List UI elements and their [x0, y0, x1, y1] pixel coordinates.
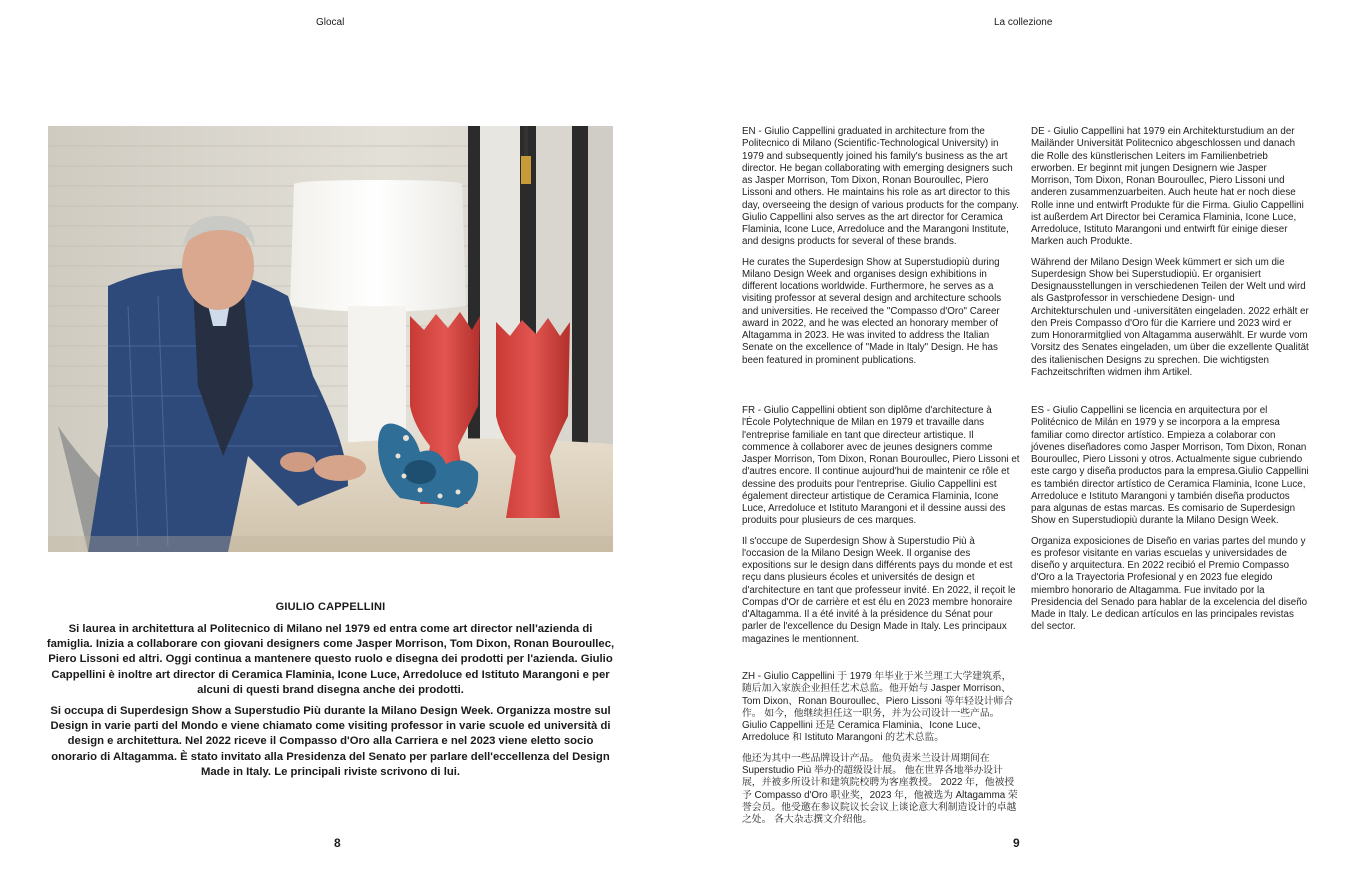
es-paragraph: ES - Giulio Cappellini se licencia en arquitectura por el Politécnico de Milán en 1979 y se incorpora a la empresa familiar como director artístico. Empieza a colaborar con jóvenes diseñadores como Jasper Morrison, Tom Dixon, Ronan Bouroullec, Piero Lissoni y otros. Actualmente sigue cubriendo este cargo y diseña productos para la empresa.Giulio Cappellini es también director artístico de Ceramica Flaminia, Icone Luce, Arredoluce e Istituto Marangoni y también diseña productos para algunas de estas marcas. Es comisario de Superdesign Show en Superstudiopiù durante la Milano Design Week.	[1031, 405, 1309, 527]
en-paragraph: He curates the Superdesign Show at Superstudiopiù during Milano Design Week and organises design exhibitions in different locations worldwide. Furthermore, he serves as a visiting professor at several design and architecture schools and universities. He received the "Compasso d'Oro" Career award in 2022, and he was elected an honorary member of Altagamma in 2023. He was invited to address the Italian Senate on the excellence of "Made in Italy" Design. He has been featured in prominent publications.	[742, 256, 1002, 366]
es-paragraph: Organiza exposiciones de Diseño en varias partes del mundo y es profesor visitante en varias escuelas y universidades de diseño y arquitectura. En 2022 recibió el Premio Compasso d'Oro a la Trayectoria Profesional y en 2023 fue elegido miembro honorario de Altagamma. Fue invitado por la Presidencia del Senado para hablar de la excelencia del diseño Made in Italy. Le dedican artículos en las principales revistas del sector.	[1031, 535, 1308, 633]
text-column-es	[1031, 405, 1309, 642]
right-page	[678, 0, 1356, 872]
bio-paragraph: Si occupa di Superdesign Show a Superstudio Più durante la Milano Design Week. Organizza mostre sul Design in varie parti del Mondo e viene chiamato come visiting professor in varie scuole ed università di design e architettura. Nel 2022 riceve il Compasso d'Oro alla Carriera e nel 2023 viene eletto socio onorario di Altagamma. È stato invitato alla Presidenza del Senato per parlare dell'eccellenza del Design Made in Italy. Le principali riviste scrivono di lui.	[50, 705, 611, 778]
text-column-en	[742, 126, 1020, 375]
zh-paragraph: ZH - Giulio Cappellini 于 1979 年毕业于米兰理工大学建筑系，随后加入家族企业担任艺术总监。他开始与 Jasper Morrison、Tom Dixon、Ronan Bouroullec、Piero Lissoni 等年轻设计师合作。 如今，他继续担任这一职务，并为公司设计一些产品。 Giulio Cappellini 还是 Ceramica Flaminia、Icone Luce、Arredoluce 和 Istituto Marangoni 的艺术总监。	[742, 671, 1014, 744]
zh-paragraph: 他还为其中一些品牌设计产品。 他负责米兰设计周期间在 Superstudio Più 举办的超级设计展。 他在世界各地举办设计展，并被多所设计和建筑院校聘为客座教授。 2022 年，他被授予 Compasso d'Oro 职业奖，2023 年，他被选为 Altagamma 荣誉会员。他受邀在参议院议长会议上谈论意大利制造设计的卓越之处。 各大杂志撰文介绍他。	[742, 752, 1018, 826]
de-paragraph: DE - Giulio Cappellini hat 1979 ein Architekturstudium an der Mailänder Universität Politecnico abgeschlossen und danach die Rolle des künstlerischen Leiters im Familienbetrieb erworben. Er beginnt mit jungen Designern wie Jasper Morrison, Tom Dixon, Ronan Bouroullec, Piero Lissoni und anderen zusammenzuarbeiten. Auch heute hat er noch diese Rolle inne und entwirft Produkte für die Firma. Giulio Cappellini ist außerdem Art Director bei Ceramica Flaminia, Icone Luce, Arredoluce, Istituto Marangoni und entwirft für einige dieser Marken auch Produkte.	[1031, 126, 1304, 248]
running-head-left: Glocal	[316, 17, 345, 28]
bio-title: GIULIO CAPPELLINI	[275, 601, 386, 613]
portrait-photo	[48, 126, 613, 552]
running-head-right: La collezione	[994, 17, 1053, 28]
bio-italian	[46, 622, 615, 786]
fr-paragraph: Il s'occupe de Superdesign Show à Superstudio Più à l'occasion de la Milano Design Week. Il organise des expositions sur le design dans différents pays du monde et est reçu dans plusieurs écoles et universités de design et d'architecture en tant que professeur invité. En 2022, il reçoit le Compas d'Or de carrière et est élu en 2023 membre honoraire d'Altagamma. Il a été invité à la présidence du Sénat pour parler de l'excellence du Design Made in Italy. Les principaux magazines le mentionnent.	[742, 535, 1016, 645]
bio-paragraph: Si laurea in architettura al Politecnico di Milano nel 1979 ed entra come art director nell'azienda di famiglia. Inizia a collaborare con giovani designers come Jasper Morrison, Tom Dixon, Ronan Bouroullec, Piero Lissoni ed altri. Oggi continua a mantenere questo ruolo e disegna dei prodotti per l'azienda. Giulio Cappellini è inoltre art director di Ceramica Flaminia, Icone Luce, Arredoluce ed Istituto Marangoni e per alcuni di questi brand disegna anche dei prodotti.	[46, 623, 615, 696]
text-column-de	[1031, 126, 1309, 387]
fr-paragraph: FR - Giulio Cappellini obtient son diplôme d'architecture à l'École Polytechnique de Milan en 1979 et travaille dans l'entreprise familiale en tant que directeur artistique. Il commence à collaborer avec de jeunes designers comme Jasper Morrison, Tom Dixon, Ronan Bouroullec, Piero Lissoni et d'autres encore. Il continue aujourd'hui de maintenir ce rôle et dessine des produits pour l'entreprise. Giulio Cappellini est également directeur artistique de Ceramica Flaminia, Icone Luce, Arredoluce et Istituto Marangoni et il dessine aussi des produits pour plusieurs de ces marques.	[742, 405, 1020, 527]
page-number-left: 8	[334, 836, 341, 850]
text-column-zh	[742, 671, 1020, 835]
page-number-right: 9	[1013, 836, 1020, 850]
de-paragraph: Während der Milano Design Week kümmert er sich um die Superdesign Show bei Superstudiopiù. Er organisiert Designausstellungen in verschiedenen Teilen der Welt und wird als Gastprofessor in verschiedene Design- und Architekturschulen und -universitäten eingeladen. 2022 erhält er den Preis Compasso d'Oro für die Karriere und 2023 wird er zum Honorarmitglied von Altagamma auserwählt. Er wurde vom Vorsitz des Senates eingeladen, um über die exzellente Qualität des italienischen Designs zu sprechen. Die wichtigsten Fachzeitschriften widmen ihm Artikel.	[1031, 256, 1309, 378]
en-paragraph: EN - Giulio Cappellini graduated in architecture from the Politecnico di Milano (Scientific-Technological University) in 1979 and subsequently joined his family's business as the art director. He began collaborating with emerging designers such as Jasper Morrison, Tom Dixon, Ronan Bouroullec, Piero Lissoni and others. He maintains his role as art director to this day, overseeing the design of various products for the company. Giulio Cappellini also serves as the art director for Ceramica Flaminia, Icone Luce, Arredoluce and the Marangoni Institute, and designs products for several of these brands.	[742, 126, 1019, 248]
text-column-fr	[742, 405, 1020, 654]
